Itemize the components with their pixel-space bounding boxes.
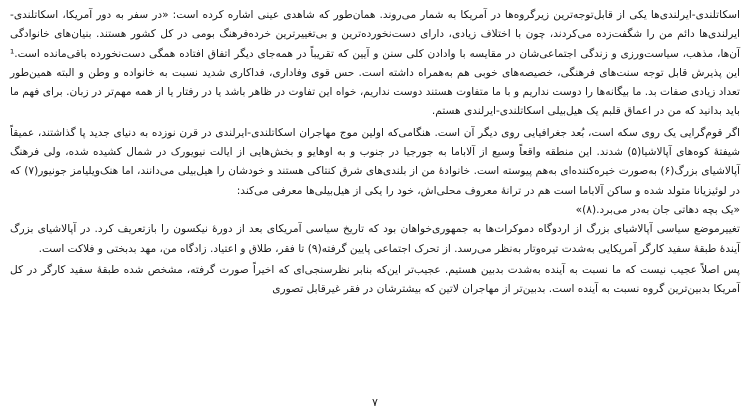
song-quote: «یک بچه دهاتی جان به‌در می‌برد.(۸)» [575,203,740,216]
paragraph-politics: تغییرموضع سیاسی آپالاشیای بزرگ از اردوگاه دموکرات‌ها به جمهوری‌خواهان بود که تاریخ سیاسی آمریکای بعد از دورهٔ نیکسون را بازتعریف کرد. در آپالاشیای بزرگ آیندهٔ طبقهٔ سفید کارگر آمریکایی به‌شدت تیره‌وتار به‌نظر می‌رسد. از تحرک اجتماعی پایین گرفته(۹) تا فقر، طلاق و اعتیاد. زادگاه من، مهد بدبختی و فلاکت است. [10,223,740,255]
paragraph-scotch-irish-intro: اسکاتلندی-ایرلندی‌ها یکی از قابل‌توجه‌ترین زیرگروه‌ها در آمریکا به شمار می‌روند. همان‌طور که شاهدی عینی اشاره کرده است: «در سفر به دور آمریکا، اسکاتلندی-ایرلندی‌ها دائم من را شگفت‌زده می‌کردند، چون با اختلاف زیادی، دارای دست‌نخورده‌ترین و بی‌تغییرترین خرده‌فرهنگ بومی در کل کشور هستند. بنیان‌های خانوادگی آن‌ها، مذهب، سیاست‌ورزی و زندگی اجتماعی‌شان در مقایسه با وادادن کلی سنن و آیین که تقریباً در همه‌جای دیگر اتفاق افتاده همگی دست‌نخورده باقی‌مانده است.¹ این پذیرش قابل توجه سنت‌های فرهنگی، خصیصه‌های خوبی هم به‌همراه داشته است. حس قوی وفاداری، فداکاری شدید نسبت به خانواده و وطن و البته همین‌طور تعداد زیادی صفات بد. ما بیگانه‌ها را دوست نداریم و با ما متفاوت هستند دوست نداریم، خواه این تفاوت در ظاهر باشد یا در رفتار یا از همه مهم‌تر در زبان. برای فهم ما باید بدانید که من در اعماق قلبم یک هیل‌بیلی اسکاتلندی-ایرلندی هستم. [10,9,740,118]
paragraph-pessimism: پس اصلاً عجیب نیست که ما نسبت به آینده به‌شدت بدبین هستیم. عجیب‌تر این‌که بنابر نظرسنجی‌ای که اخیراً صورت گرفته، مشخص شده طبقهٔ سفید کارگر در کل آمریکا بدبین‌ترین گروه نسبت به آینده است. بدبین‌تر از مهاجران لاتین که بیشترشان در فقر غیرقابل تصوری [10,263,740,296]
paragraph-geography: اگر قوم‌گرایی یک روی سکه است، بُعد جغرافیایی روی دیگر آن است. هنگامی‌که اولین موج مهاجران اسکاتلندی-ایرلندی در قرن نوزده به دنیای جدید پا گذاشتند، عمیقاً شیفتهٔ کوه‌های آپالاشیا(۵) شدند. این منطقه واقعاً وسیع از آلاباما به جورجیا در جنوب و به اوهایو و بخش‌هایی از ایالت نیویورک در شمال کشیده شده، ولی فرهنگ آپالاشیای بزرگ(۶) به‌صورت خیره‌کننده‌ای به‌هم پیوسته است. خانوادهٔ من از بلندی‌های شرق کنتاکی هستند و خودشان را هیل‌بیلی می‌دانند، اما هنک‌ویلیامز جونیور(۷) که در لوئیزیانا متولد شده و ساکن آلاباما است هم در ترانهٔ معروف محلی‌اش، خود را یکی از هیل‌بیلی‌ها معرفی می‌کند: [10,126,741,197]
page-number: ۷ [372,396,378,409]
